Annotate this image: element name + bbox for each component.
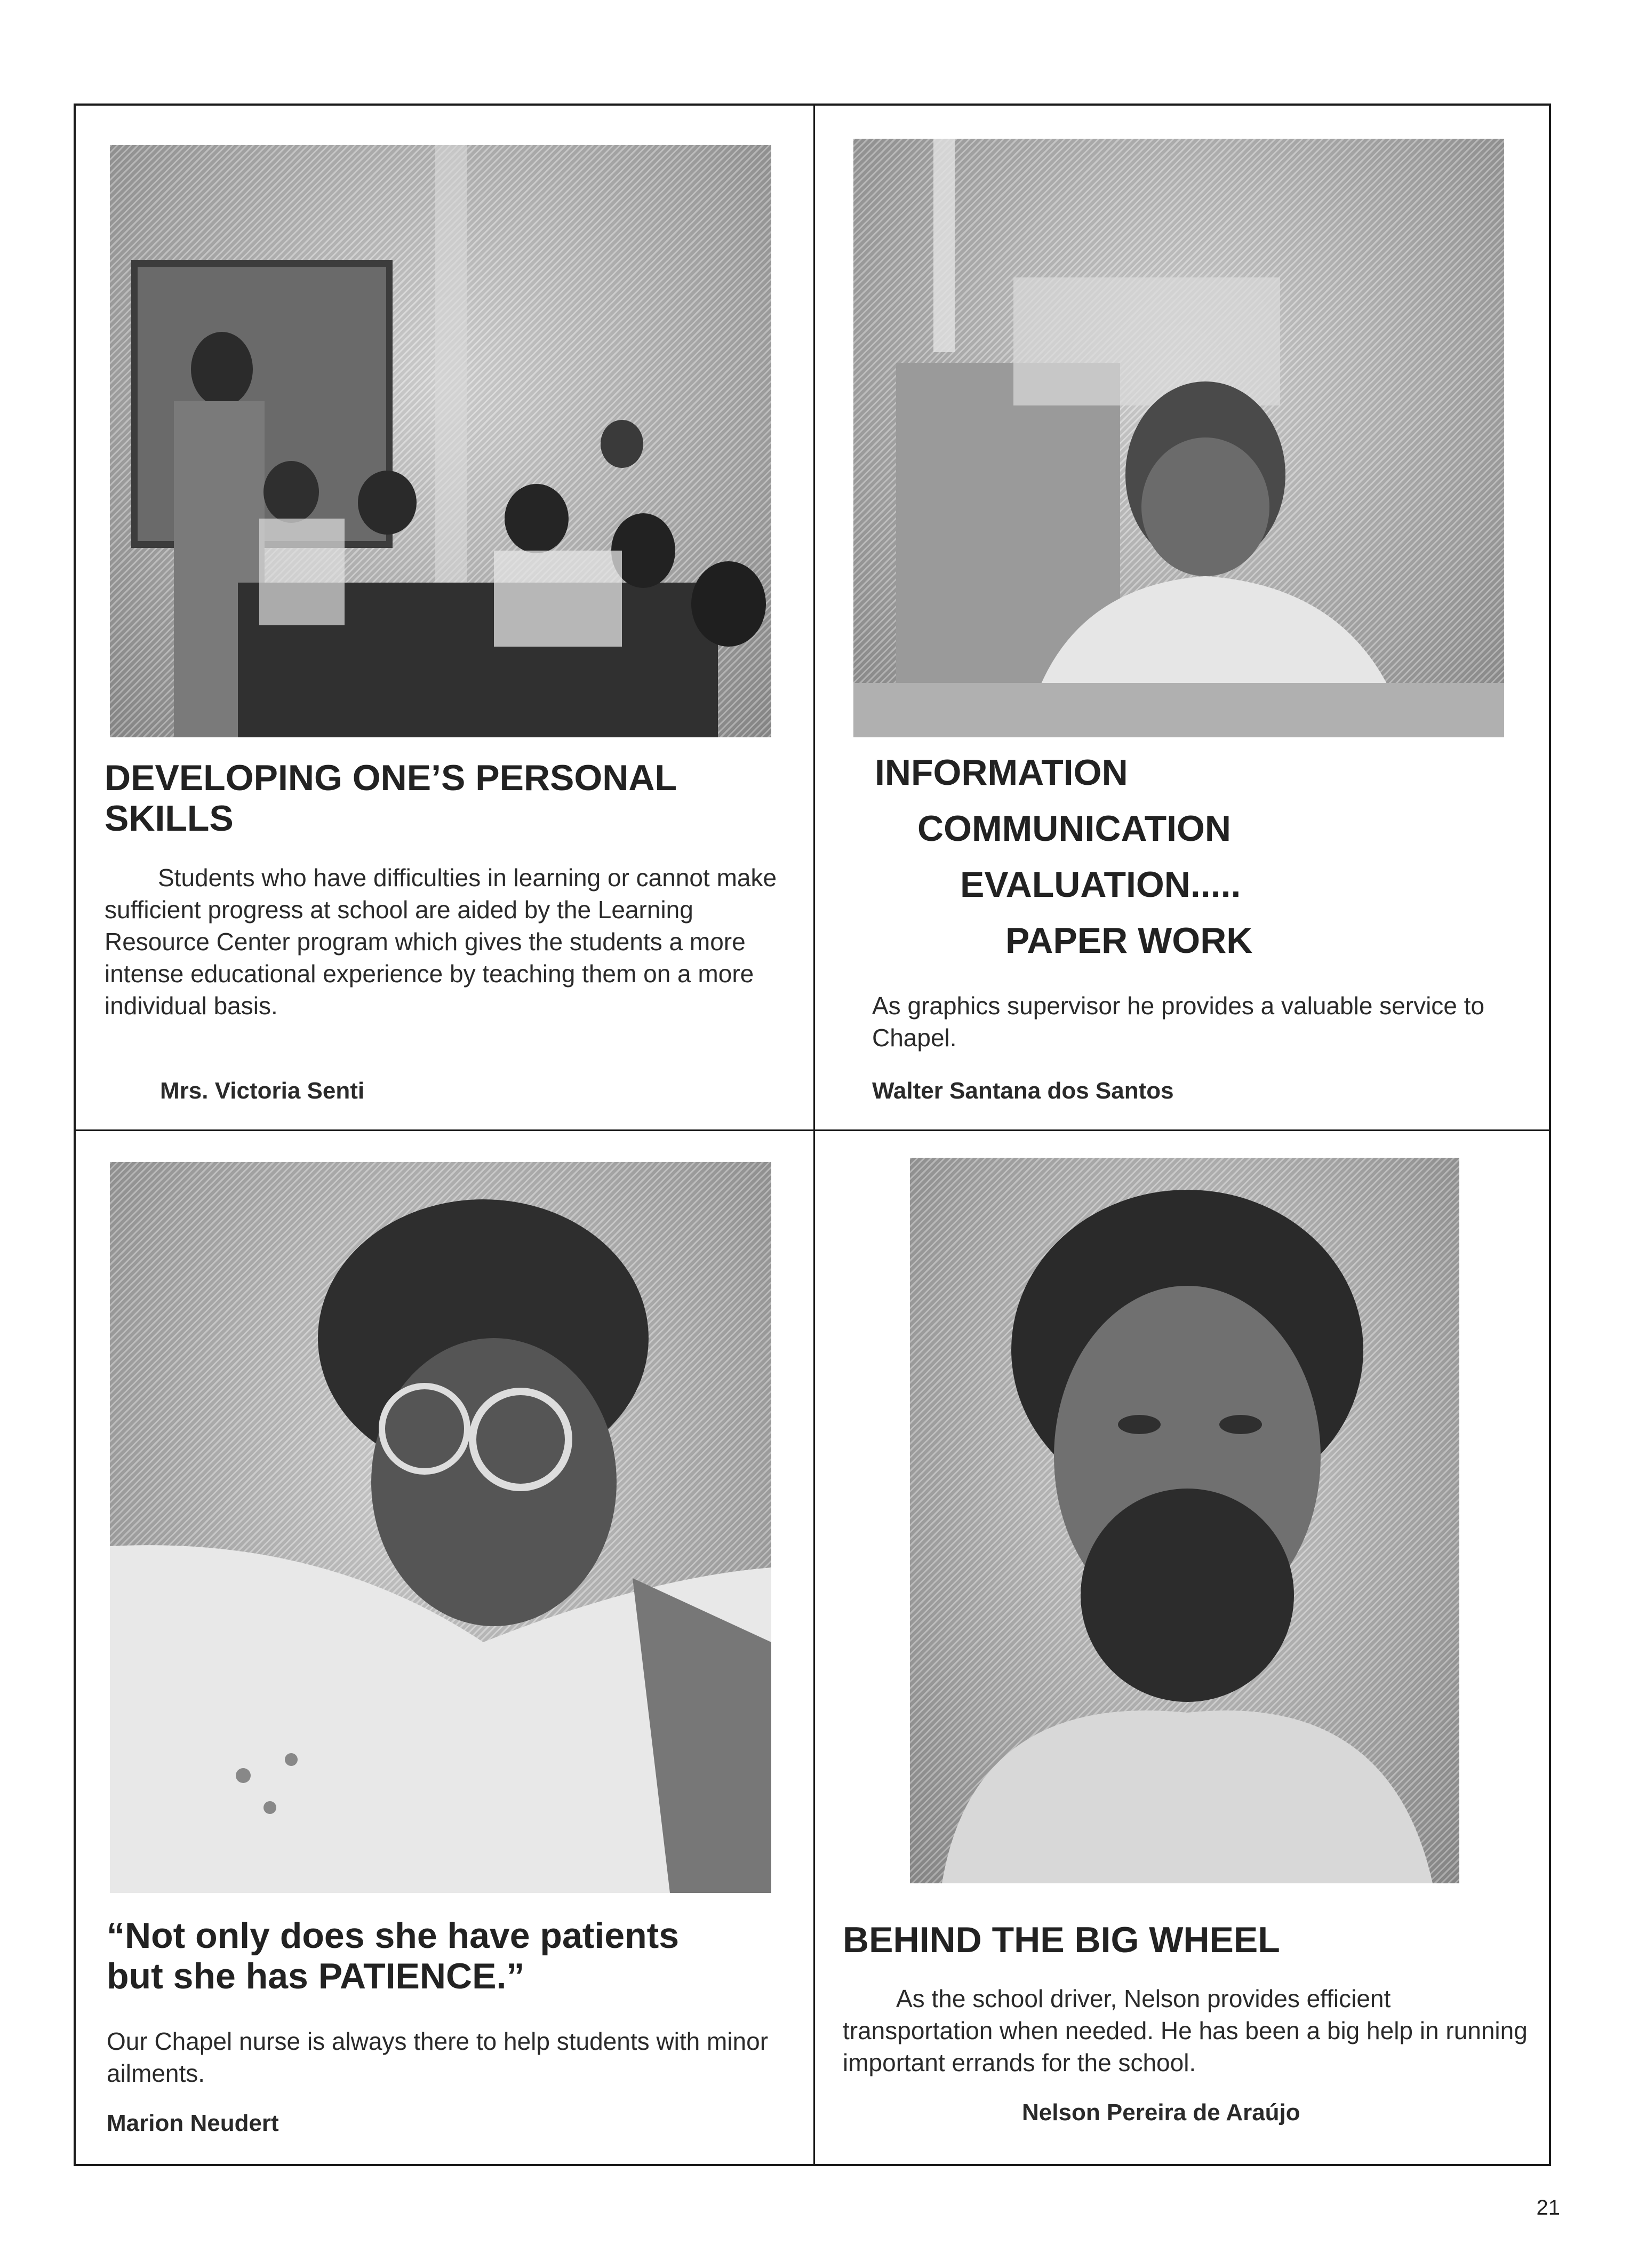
classroom-photo	[110, 145, 771, 737]
top-left-heading: DEVELOPING ONE’S PERSONAL SKILLS	[105, 758, 677, 839]
vertical-divider	[813, 106, 815, 2164]
page-number: 21	[1536, 2196, 1560, 2219]
top-left-name: Mrs. Victoria Senti	[160, 1078, 365, 1104]
bottom-left-body: Our Chapel nurse is always there to help students with minor ailments.	[107, 2027, 769, 2087]
top-right-body: As graphics supervisor he provides a valuable service to Chapel.	[872, 992, 1485, 1052]
nurse-photo	[110, 1162, 771, 1893]
driver-photo	[910, 1158, 1459, 1883]
graphics-supervisor-photo	[853, 139, 1504, 737]
horizontal-divider	[76, 1129, 1549, 1131]
top-right-heading-line-3: EVALUATION.....	[960, 864, 1241, 905]
top-right-name: Walter Santana dos Santos	[872, 1078, 1174, 1104]
top-right-heading-line-1: INFORMATION	[875, 752, 1128, 793]
bottom-right-name: Nelson Pereira de Araújo	[1022, 2099, 1300, 2126]
top-right-heading-line-4: PAPER WORK	[1005, 920, 1253, 961]
bottom-left-name: Marion Neudert	[107, 2110, 279, 2136]
bottom-right-heading: BEHIND THE BIG WHEEL	[843, 1920, 1280, 1960]
top-left-body: Students who have difficulties in learning or cannot make sufficient progress at school are aided by the Learning Resource Center program which gives the students a more intense educational experience by teaching them on a more individual basis.	[105, 864, 777, 1020]
bottom-right-body: As the school driver, Nelson provides efficient transportation when needed. He has been a big help in running important errands for the school.	[843, 1985, 1528, 2076]
top-right-heading-line-2: COMMUNICATION	[917, 808, 1231, 849]
bottom-left-heading: “Not only does she have patients but she has PATIENCE.”	[107, 1915, 680, 1997]
